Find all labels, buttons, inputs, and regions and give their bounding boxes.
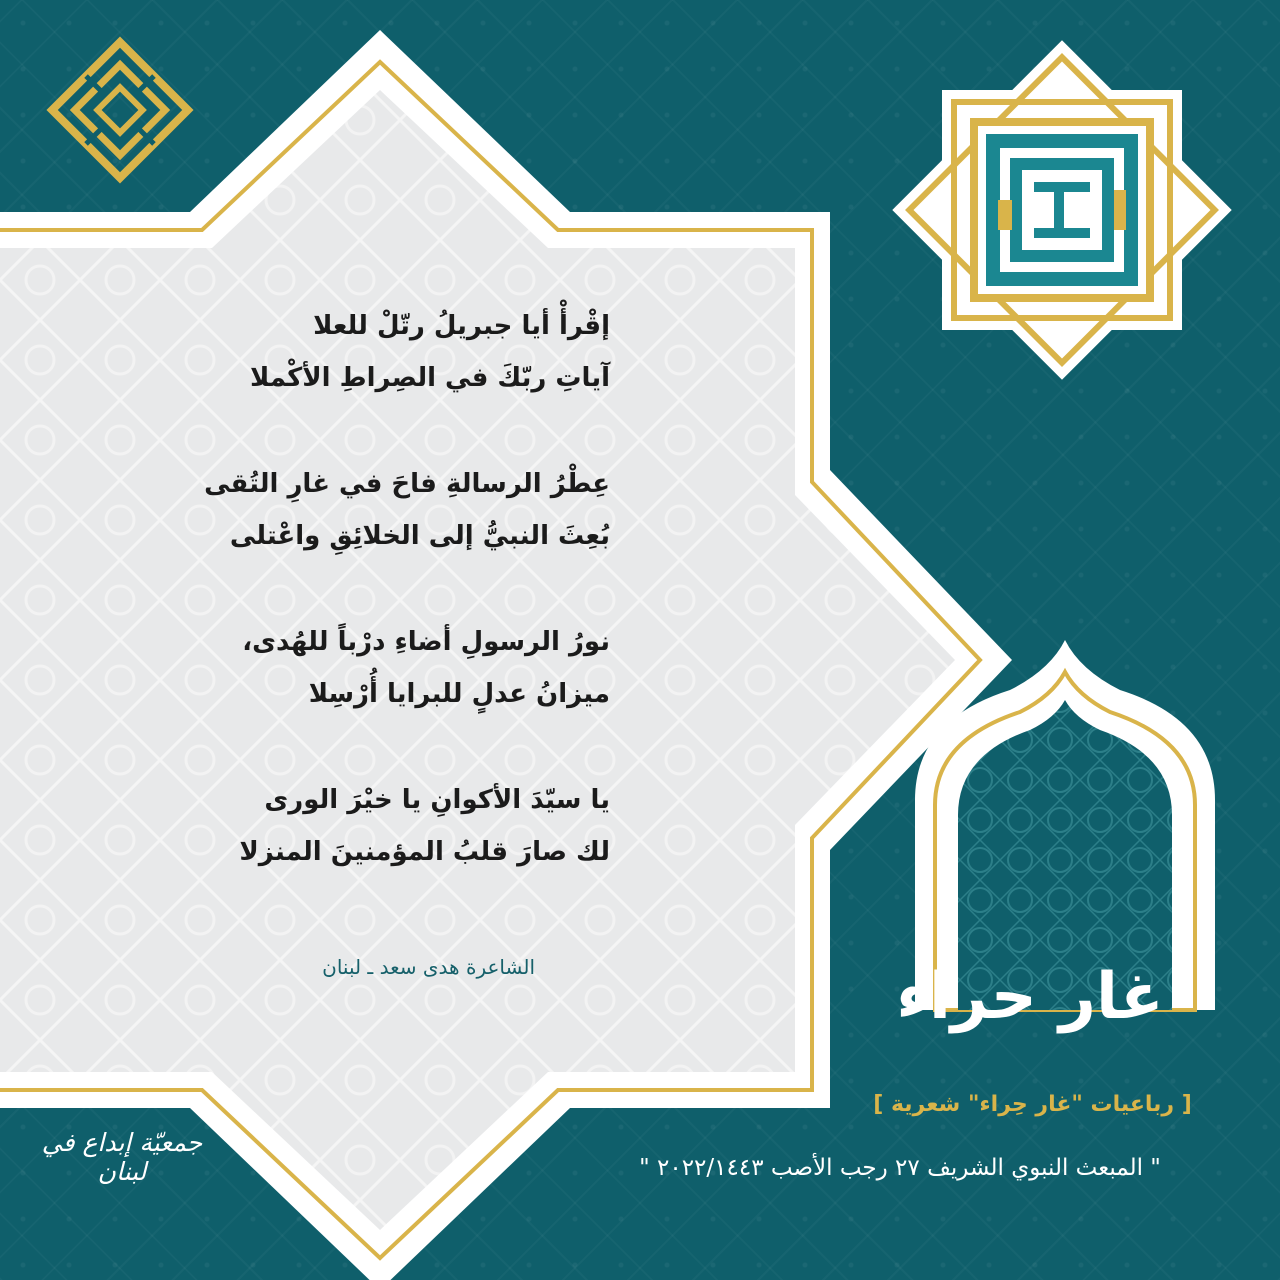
event-line: " المبعث النبوي الشريف ٢٧ رجب الأصب ٢٠٢٢/١٤٤٣ " — [639, 1155, 1161, 1181]
stanza-2 — [170, 458, 610, 562]
verse-line: عِطْرُ الرسالةِ فاحَ في غارِ التُقى — [204, 469, 610, 499]
verse-line: إقْرأْ أيا جبريلُ رتّلْ للعلا — [313, 311, 610, 341]
stanza-1 — [170, 300, 610, 404]
poem — [170, 300, 610, 932]
stanza-4 — [170, 774, 610, 878]
stanza-3 — [170, 616, 610, 720]
poet-credit: الشاعرة هدى سعد ـ لبنان — [322, 955, 535, 979]
association-signature: جمعيّة إبداع في لبنان — [41, 1128, 203, 1186]
title-logotype: غار حراء — [896, 960, 1164, 1034]
verse-line: يا سيّدَ الأكوانِ يا خيْرَ الورى — [264, 785, 610, 815]
verse-line: ميزانُ عدلٍ للبرايا أُرْسِلا — [308, 679, 610, 709]
verse-line: نورُ الرسولِ أضاءِ درْباً للهُدى، — [242, 627, 610, 657]
verse-line: آياتِ ربّكَ في الصِراطِ الأكْملا — [250, 363, 610, 393]
subtitle: [ رباعيات "غار حِراء" شعرية ] — [873, 1092, 1192, 1117]
verse-line: بُعِثَ النبيُّ إلى الخلائِقِ واعْتلى — [229, 521, 610, 551]
verse-line: لك صارَ قلبُ المؤمنينَ المنزلا — [239, 837, 610, 867]
